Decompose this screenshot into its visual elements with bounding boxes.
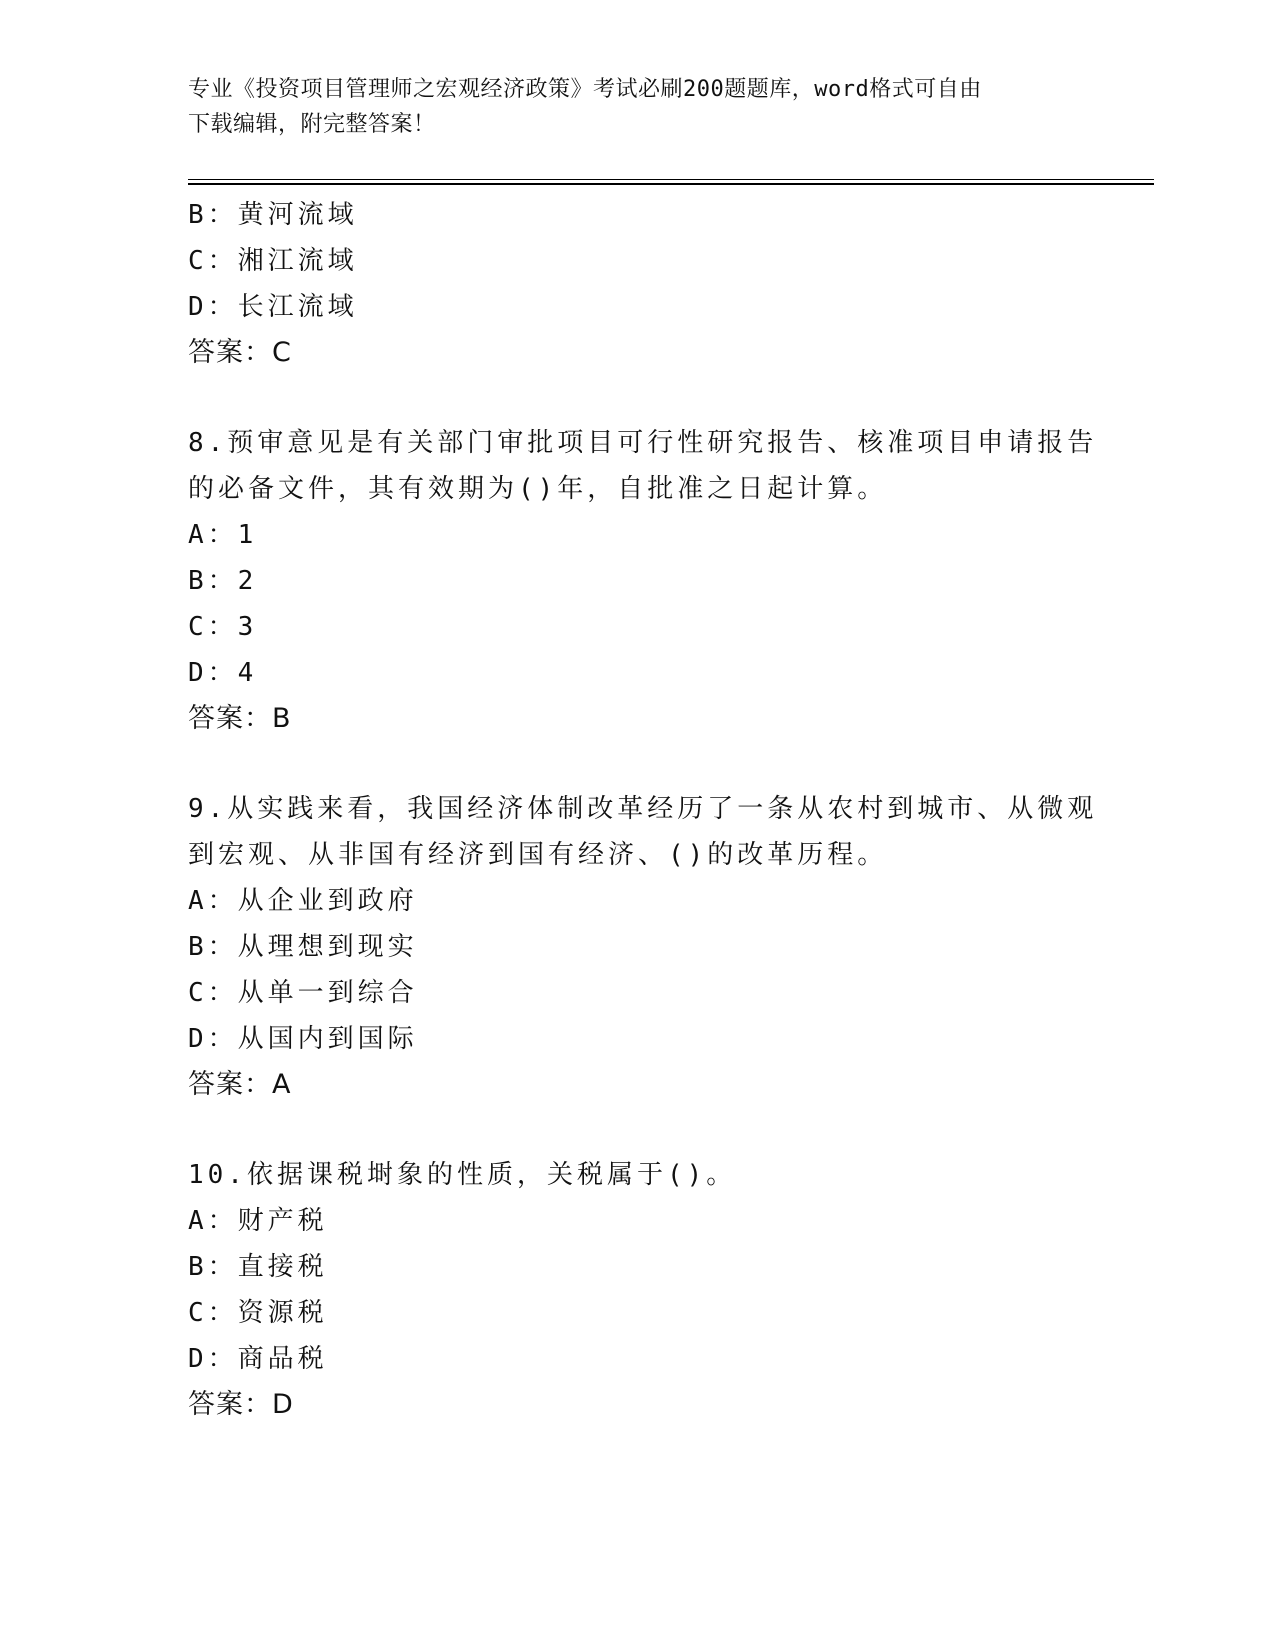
question-8 <box>188 420 1098 742</box>
header-line-1: 专业《投资项目管理师之宏观经济政策》考试必刷200题题库，word格式可自由 <box>188 77 982 102</box>
answer: 答案：C <box>188 337 292 368</box>
header-line-2: 下载编辑，附完整答案！ <box>188 112 436 137</box>
option-d: D：商品税 <box>188 1344 328 1374</box>
answer: 答案：D <box>188 1389 294 1420</box>
document-body <box>188 192 1098 1428</box>
option-d: D：从国内到国际 <box>188 1024 418 1054</box>
question-text-line-1: 9.从实践来看，我国经济体制改革经历了一条从农村到城市、从微观 <box>188 794 1098 824</box>
option-d: D：长江流域 <box>188 292 358 322</box>
option-b: B：2 <box>188 566 258 596</box>
spacer <box>188 1108 1088 1152</box>
option-a: A：从企业到政府 <box>188 886 418 916</box>
spacer <box>188 742 1088 786</box>
header-divider-top <box>188 179 1154 180</box>
question-text-line-2: 的必备文件，其有效期为()年，自批准之日起计算。 <box>188 474 888 504</box>
spacer <box>188 376 1088 420</box>
option-c: C：从单一到综合 <box>188 978 418 1008</box>
option-c: C：湘江流域 <box>188 246 358 276</box>
question-9 <box>188 786 1098 1108</box>
question-text-line-1: 10.依据课税埘象的性质，关税属于()。 <box>188 1160 737 1190</box>
option-a: A：1 <box>188 520 258 550</box>
option-b: B：黄河流域 <box>188 200 358 230</box>
question-10 <box>188 1152 1058 1428</box>
answer: 答案：A <box>188 1069 292 1100</box>
option-a: A：财产税 <box>188 1206 328 1236</box>
answer: 答案：B <box>188 703 292 734</box>
question-text-line-1: 8.预审意见是有关部门审批项目可行性研究报告、核准项目申请报告 <box>188 428 1098 458</box>
question-7-continued <box>188 192 1088 376</box>
option-c: C：3 <box>188 612 258 642</box>
header-divider-bottom <box>188 183 1154 185</box>
document-header <box>188 72 1088 142</box>
question-text-line-2: 到宏观、从非国有经济到国有经济、()的改革历程。 <box>188 840 888 870</box>
option-c: C：资源税 <box>188 1298 328 1328</box>
option-b: B：从理想到现实 <box>188 932 418 962</box>
option-d: D：4 <box>188 658 258 688</box>
option-b: B：直接税 <box>188 1252 328 1282</box>
